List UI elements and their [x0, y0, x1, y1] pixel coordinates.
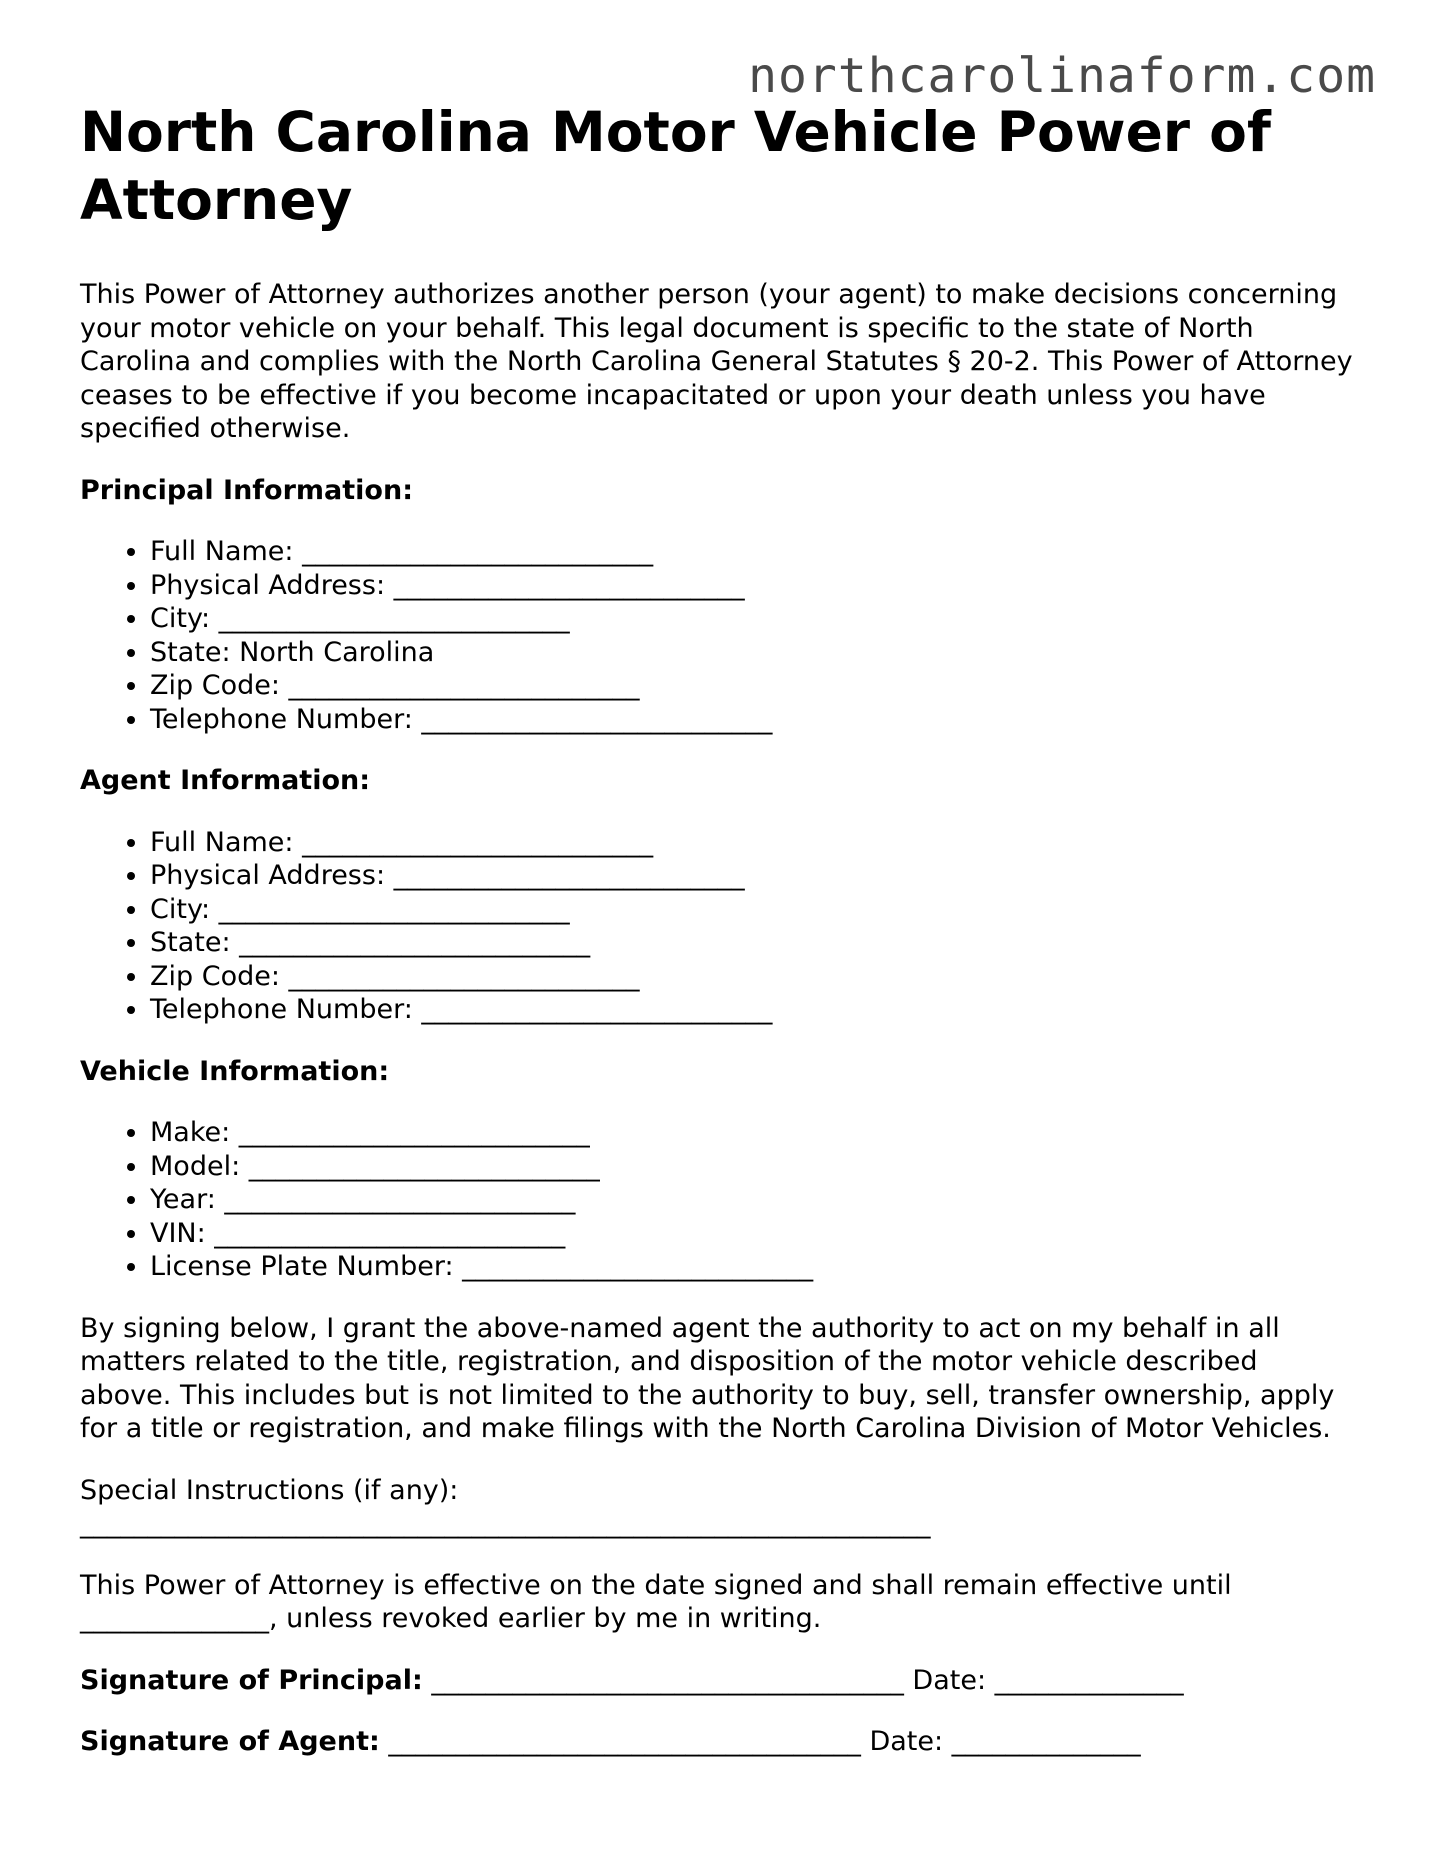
principal-state-value: • State: North Carolina [150, 636, 1356, 670]
agent-section-heading: Agent Information: [80, 765, 371, 796]
agent-signature-row[interactable] [80, 1725, 1356, 1759]
principal-section-heading: Principal Information: [80, 474, 414, 506]
principal-zip-field[interactable]: • Zip Code: __________________________ [150, 669, 1356, 703]
vehicle-year-field[interactable]: • Year: __________________________ [150, 1183, 1356, 1217]
agent-city-field[interactable]: • City: __________________________ [150, 893, 1356, 927]
vehicle-vin-field[interactable]: • VIN: __________________________ [150, 1217, 1356, 1251]
vehicle-plate-field[interactable]: • License Plate Number: __________________________ [150, 1250, 1356, 1284]
intro-paragraph: This Power of Attorney authorizes another person (your agent) to make decisions concerning your motor vehicle on your behalf. This legal document is specific to the state of North Carolina and complies with the North Carolina General Statutes § 20-2. This Power of Attorney ceases to be effective if you become incapacitated or upon your death unless you have specified otherwise. [80, 279, 1353, 444]
principal-signature-row[interactable] [80, 1664, 1356, 1698]
vehicle-section-heading: Vehicle Information: [80, 1055, 390, 1087]
principal-signature-field[interactable]: ___________________________________ Date: ______________ [422, 1664, 1184, 1696]
special-instructions-field[interactable]: _______________________________________________________________ [80, 1508, 931, 1539]
vehicle-model-field[interactable]: • Model: __________________________ [150, 1150, 1356, 1184]
special-instructions-label: Special Instructions (if any): [80, 1474, 459, 1506]
agent-signature-field[interactable]: ___________________________________ Date: ______________ [379, 1726, 1141, 1757]
agent-state-field[interactable]: • State: __________________________ [150, 926, 1356, 960]
agent-full-name-field[interactable]: • Full Name: __________________________ [150, 826, 1356, 860]
vehicle-info-list [80, 1116, 1356, 1284]
principal-phone-field[interactable]: • Telephone Number: __________________________ [150, 703, 1356, 737]
principal-city-field[interactable]: • City: __________________________ [150, 602, 1356, 636]
document-page [80, 98, 1356, 1759]
agent-signature-label: Signature of Agent: [80, 1726, 380, 1757]
agent-info-list [80, 826, 1356, 1027]
vehicle-make-field[interactable]: • Make: __________________________ [150, 1116, 1356, 1150]
document-title: North Carolina Motor Vehicle Power of Attorney [80, 100, 1271, 232]
principal-signature-label: Signature of Principal: [80, 1664, 423, 1696]
principal-info-list [80, 535, 1356, 736]
agent-phone-field[interactable]: • Telephone Number: __________________________ [150, 993, 1356, 1027]
agent-zip-field[interactable]: • Zip Code: __________________________ [150, 960, 1356, 994]
grant-paragraph: By signing below, I grant the above-named agent the authority to act on my behalf in all matters related to the title, registration, and disposition of the motor vehicle described above. This includes but is not limited to the authority to buy, sell, transfer ownership, apply for a title or registration, and make filings with the North Carolina Division of Motor Vehicles. [80, 1312, 1335, 1444]
site-watermark: northcarolinaform.com [748, 48, 1376, 104]
agent-address-field[interactable]: • Physical Address: __________________________ [150, 859, 1356, 893]
principal-full-name-field[interactable]: • Full Name: __________________________ [150, 535, 1356, 569]
principal-address-field[interactable]: • Physical Address: __________________________ [150, 569, 1356, 603]
effective-date-paragraph: This Power of Attorney is effective on the date signed and shall remain effective until ______________, unless revoked earlier by me in writing. [80, 1569, 1232, 1634]
